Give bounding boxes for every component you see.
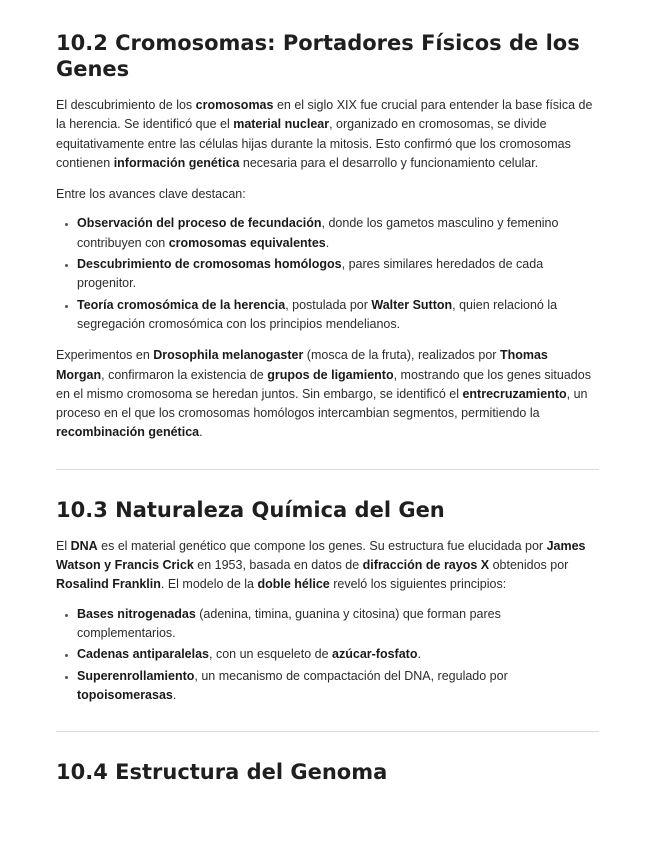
bold-term: topoisomerasas — [77, 687, 173, 702]
list-item — [77, 255, 599, 294]
text-run: (adenina, timina, guanina y citosina) que forman pares complementarios. — [77, 606, 501, 640]
text-run: , confirmaron la existencia de — [101, 367, 268, 382]
text-run: . — [199, 425, 203, 440]
paragraph — [56, 346, 599, 442]
text-run: , quien relacionó la segregación cromosómica con los principios mendelianos. — [77, 297, 558, 331]
text-run: El descubrimiento de los — [56, 98, 196, 112]
text-run: , donde los gametos masculino y femenino contribuyen con — [77, 216, 559, 250]
bold-term: material nuclear — [233, 117, 330, 132]
text-run: , organizado en cromosomas, se divide equitativamente entre las células hijas durante la mitosis. Esto confirmó que los cromosomas contienen — [56, 117, 571, 170]
text-run: en 1953, basada en datos de — [193, 558, 363, 573]
paragraph: Entre los avances clave destacan: — [56, 187, 246, 202]
section-divider — [56, 469, 599, 470]
bold-term: recombinación genética — [56, 425, 200, 440]
list-item — [77, 296, 599, 335]
text-run: reveló los siguientes principios: — [329, 577, 507, 592]
text-run: . — [417, 647, 421, 662]
bold-term: cromosomas — [195, 98, 274, 112]
section-heading: 10.3 Naturaleza Química del Gen — [56, 497, 445, 522]
list-item — [77, 667, 599, 706]
bold-term: difracción de rayos X — [362, 558, 490, 573]
bold-term: cromosomas equivalentes — [168, 235, 326, 250]
list-item — [77, 605, 599, 644]
paragraph — [56, 537, 599, 595]
text-run: Experimentos en — [56, 348, 154, 363]
bold-term: Rosalind Franklin — [56, 577, 161, 592]
text-run: obtenidos por — [489, 558, 569, 573]
paragraph — [56, 96, 599, 173]
bold-term: entrecruzamiento — [462, 386, 567, 401]
text-run: en el siglo XIX fue crucial para entender la base física de la herencia. Se identificó que el — [56, 98, 593, 132]
text-run: (mosca de la fruta), realizados por — [303, 348, 500, 363]
text-run: . — [325, 235, 330, 250]
text-run: , pares similares heredados de cada progenitor. — [77, 257, 544, 291]
text-run: , un mecanismo de compactación del DNA, regulado por — [194, 668, 508, 683]
text-run: . El modelo de la — [160, 577, 258, 592]
bold-term: Thomas Morgan — [56, 348, 548, 382]
bullet-list — [56, 605, 599, 705]
section-10-4 — [56, 759, 599, 785]
section-heading: 10.2 Cromosomas: Portadores Físicos de los Genes — [56, 31, 580, 81]
section-divider — [56, 731, 599, 732]
list-item — [77, 214, 599, 253]
section-10-3 — [56, 497, 599, 705]
bold-term: Drosophila melanogaster — [153, 348, 304, 363]
bold-term: DNA — [70, 538, 98, 553]
bold-term: grupos de ligamiento — [267, 367, 394, 382]
bold-term: Cadenas antiparalelas — [77, 647, 210, 662]
text-run: El — [56, 538, 71, 553]
text-run: necesaria para el desarrollo y funcionamiento celular. — [239, 155, 539, 170]
text-run: . — [172, 687, 177, 702]
bullet-list — [56, 214, 599, 334]
bold-term: Superenrollamiento — [77, 668, 195, 683]
bold-term: Bases nitrogenadas — [77, 606, 196, 621]
text-run: , postulada por — [285, 297, 372, 312]
text-run: , un proceso en el que los cromosomas homólogos intercambian segmentos, permitiendo la — [56, 386, 588, 421]
bold-term: James Watson y Francis Crick — [56, 538, 586, 573]
bold-term: Descubrimiento de cromosomas homólogos — [77, 257, 342, 272]
section-heading: 10.4 Estructura del Genoma — [56, 760, 388, 785]
section-10-2 — [56, 30, 599, 443]
text-run: es el material genético que compone los genes. Su estructura fue elucidada por — [97, 538, 547, 553]
list-item — [77, 645, 599, 664]
text-run: , mostrando que los genes situados en el mismo cromosoma se heredan juntos. Sin embargo, se identificó el — [56, 367, 591, 401]
bold-term: información genética — [113, 155, 240, 170]
bold-term: azúcar-fosfato — [332, 647, 418, 662]
text-run: , con un esqueleto de — [209, 647, 333, 662]
bold-term: Walter Sutton — [371, 297, 453, 312]
bold-term: doble hélice — [257, 577, 330, 592]
bold-term: Teoría cromosómica de la herencia — [77, 297, 286, 312]
bold-term: Observación del proceso de fecundación — [77, 216, 322, 231]
